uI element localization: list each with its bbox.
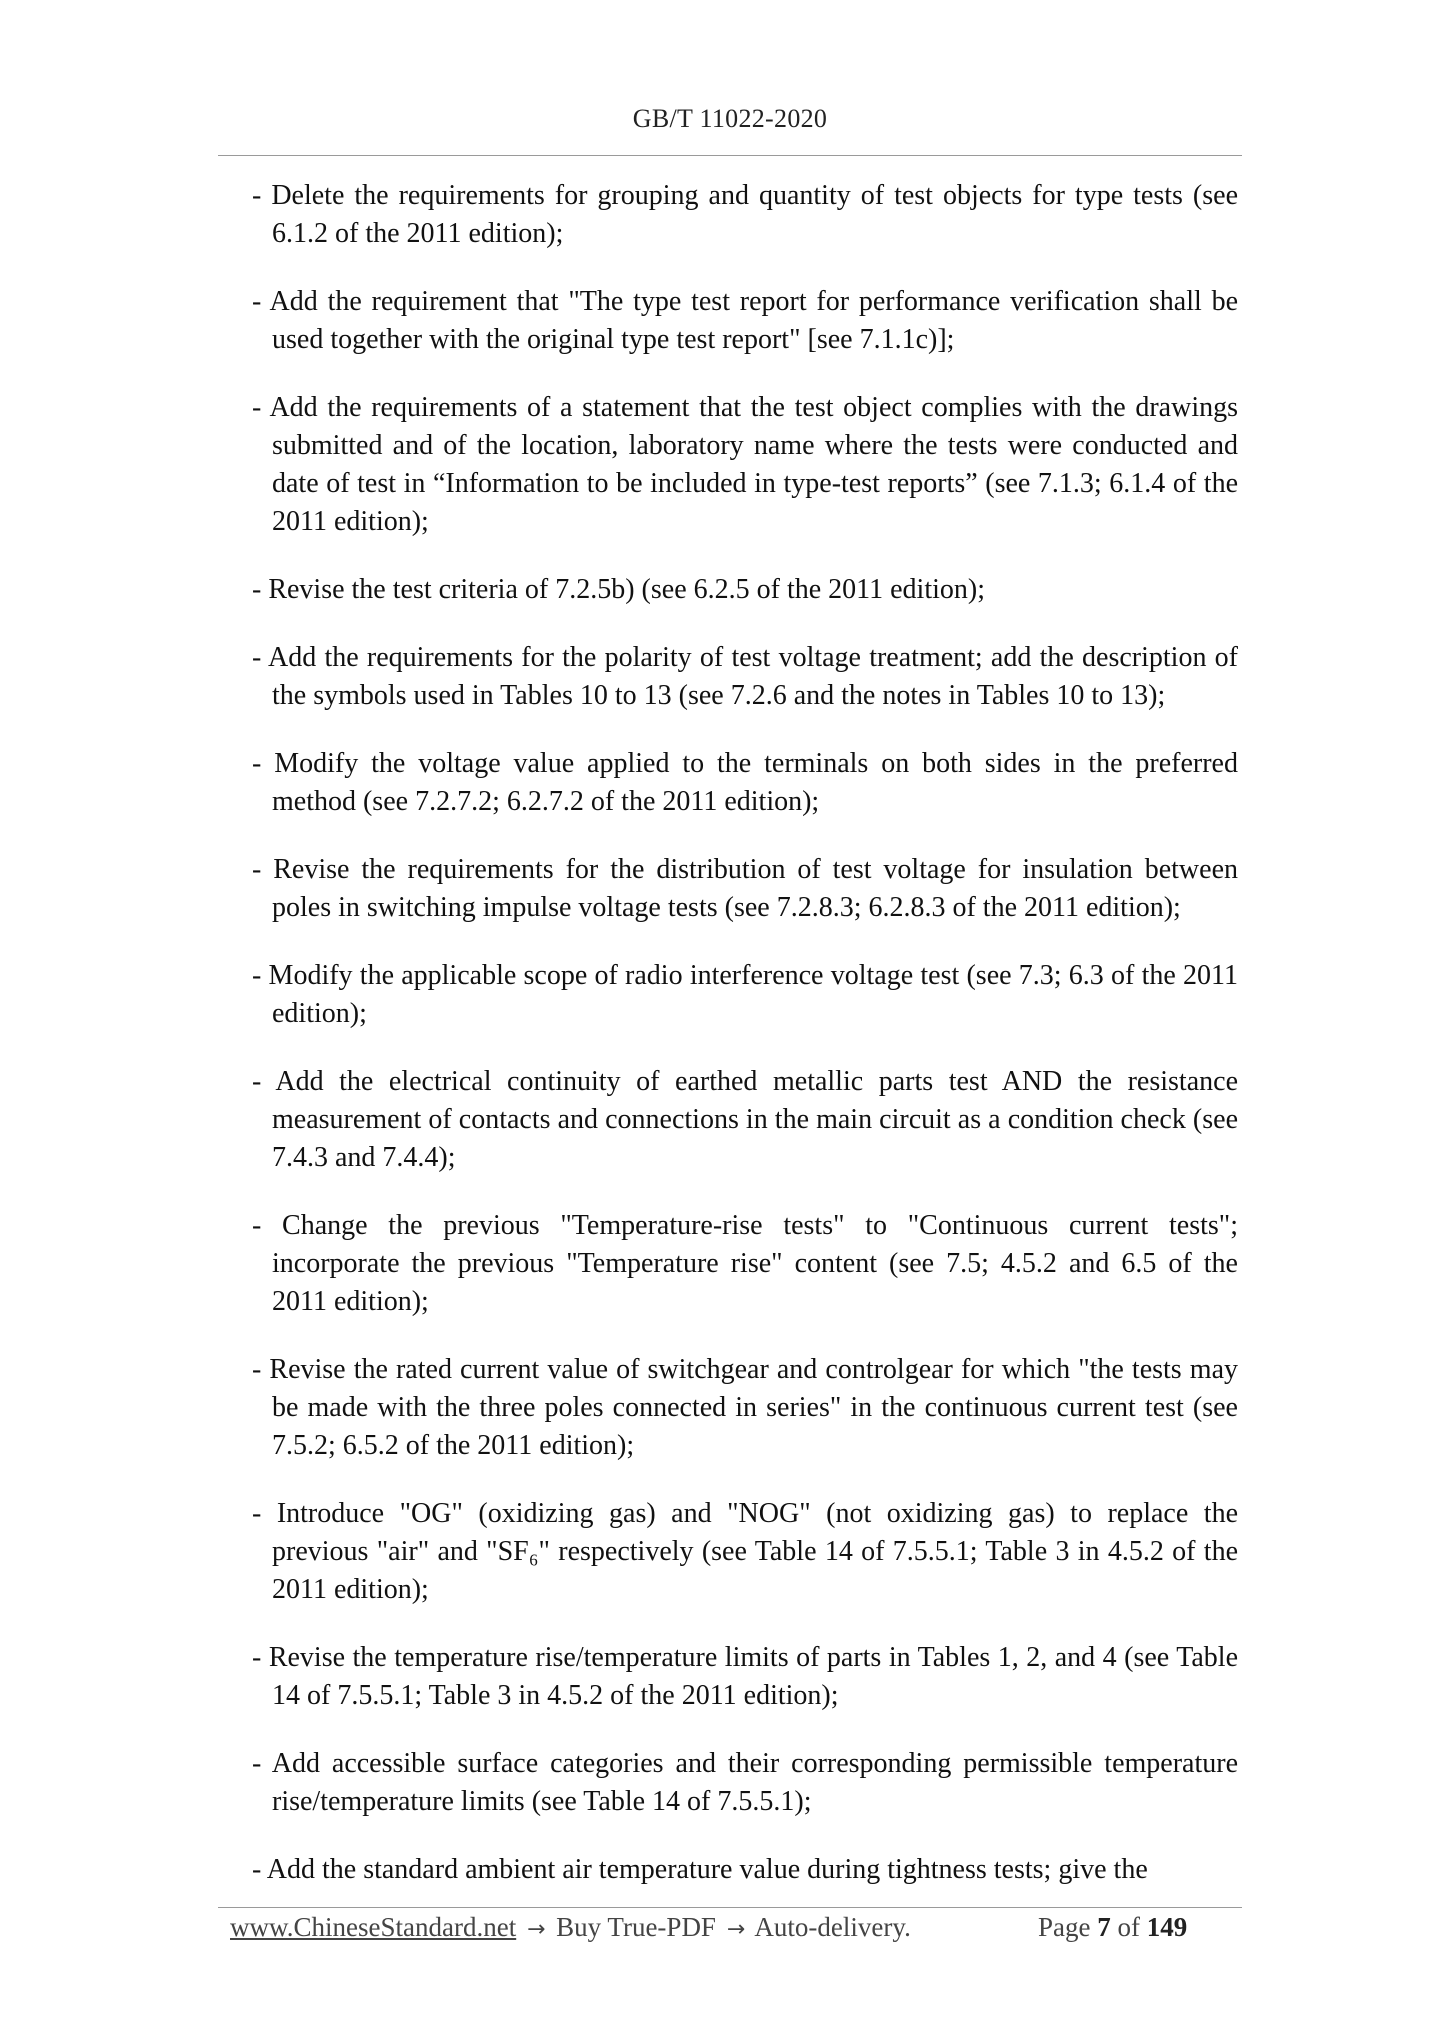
list-item-text: - Delete the requirements for grouping and quantity of test objects for type tests (see 6.1.2 of the 2011 edition); [252, 180, 1238, 249]
list-item [252, 177, 1238, 253]
list-item-text: - Add the requirements of a statement that the test object complies with the drawings submitted and of the location, laboratory name where the tests were conducted and date of test in “Information to be included in type-test reports” (see 7.1.3; 6.1.4 of the 2011 edition); [252, 392, 1238, 537]
header-divider [218, 155, 1242, 156]
list-item [252, 1351, 1238, 1465]
buy-pdf-text: Buy True-PDF [556, 1912, 716, 1942]
footer-divider [218, 1907, 1242, 1908]
list-item-text: - Introduce "OG" (oxidizing gas) and "NOG" (not oxidizing gas) to replace the previous "air" and "SF₆" respectively (see Table 14 of 7.5.5.1; Table 3 in 4.5.2 of the 2011 edition); [252, 1498, 1238, 1605]
list-item [252, 1495, 1238, 1609]
page-footer [230, 1912, 1240, 1952]
list-item-text: - Add accessible surface categories and their corresponding permissible temperature rise/temperature limits (see Table 14 of 7.5.5.1); [252, 1748, 1238, 1817]
arrow-right-icon: → [526, 1917, 546, 1942]
page-current: 7 [1097, 1912, 1111, 1942]
list-item-text: - Add the standard ambient air temperature value during tightness tests; give the [252, 1854, 1148, 1885]
list-item [252, 1639, 1238, 1715]
arrow-right-icon: → [726, 1917, 746, 1942]
list-item [252, 1207, 1238, 1321]
list-item [252, 957, 1238, 1033]
list-item-text: - Modify the applicable scope of radio interference voltage test (see 7.3; 6.3 of the 2011 edition); [252, 960, 1238, 1029]
list-item [252, 571, 1238, 609]
list-item-text: - Revise the requirements for the distribution of test voltage for insulation between poles in switching impulse voltage tests (see 7.2.8.3; 6.2.8.3 of the 2011 edition); [252, 854, 1238, 923]
list-item [252, 639, 1238, 715]
list-item-text: - Modify the voltage value applied to the terminals on both sides in the preferred method (see 7.2.7.2; 6.2.7.2 of the 2011 edition); [252, 748, 1238, 817]
list-item-text: - Revise the test criteria of 7.2.5b) (see 6.2.5 of the 2011 edition); [252, 574, 985, 605]
page-total: 149 [1146, 1912, 1188, 1942]
auto-delivery-text: Auto-delivery. [754, 1912, 911, 1942]
list-item-text: - Revise the temperature rise/temperature limits of parts in Tables 1, 2, and 4 (see Table 14 of 7.5.5.1; Table 3 in 4.5.2 of the 2011 edition); [252, 1642, 1238, 1711]
footer-promo [230, 1912, 911, 1943]
page-number [1038, 1912, 1187, 1943]
list-item [252, 1063, 1238, 1177]
list-item-text: - Add the electrical continuity of earthed metallic parts test AND the resistance measurement of contacts and connections in the main circuit as a condition check (see 7.4.3 and 7.4.4); [252, 1066, 1238, 1173]
page-label: Page [1038, 1912, 1091, 1942]
list-item-text: - Revise the rated current value of switchgear and controlgear for which "the tests may be made with the three poles connected in series" in the continuous current test (see 7.5.2; 6.5.2 of the 2011 edition); [252, 1354, 1238, 1461]
list-item [252, 1745, 1238, 1821]
list-item [252, 283, 1238, 359]
list-item [252, 745, 1238, 821]
page-of-label: of [1117, 1912, 1140, 1942]
list-item [252, 851, 1238, 927]
running-header: GB/T 11022-2020 [632, 104, 828, 133]
list-item [252, 1851, 1238, 1889]
site-link[interactable]: www.ChineseStandard.net [230, 1912, 517, 1942]
list-item-text: - Add the requirements for the polarity of test voltage treatment; add the description of the symbols used in Tables 10 to 13 (see 7.2.6 and the notes in Tables 10 to 13); [252, 642, 1238, 711]
change-list [252, 177, 1238, 1919]
list-item-text: - Change the previous "Temperature-rise tests" to "Continuous current tests"; incorporate the previous "Temperature rise" content (see 7.5; 4.5.2 and 6.5 of the 2011 edition); [252, 1210, 1238, 1317]
list-item-text: - Add the requirement that "The type test report for performance verification shall be used together with the original type test report" [see 7.1.1c)]; [252, 286, 1238, 355]
list-item [252, 389, 1238, 541]
